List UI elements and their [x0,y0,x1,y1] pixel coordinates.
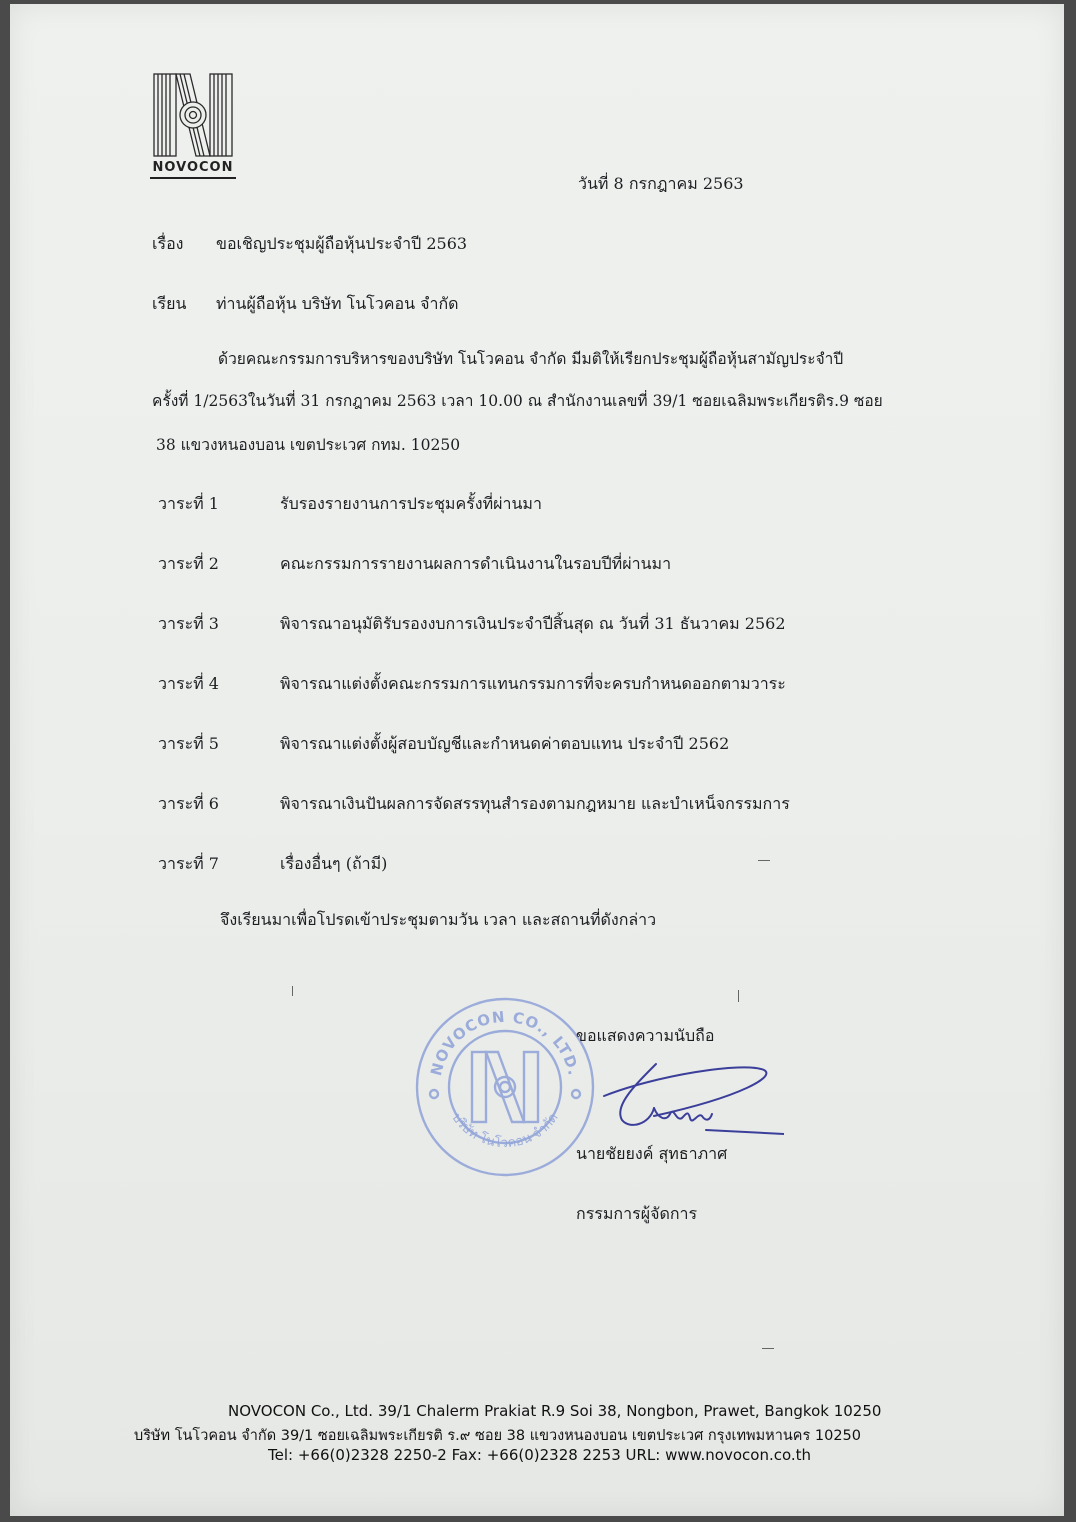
signatory-name: นายชัยยงค์ สุทธาภาศ [576,1144,728,1163]
agenda-number: วาระที่ 4 [158,674,219,693]
recipient-label: เรียน [152,294,187,313]
agenda-item [158,852,387,877]
letter-page [10,4,1064,1516]
novocon-logo-icon [150,72,236,158]
recipient-text: ท่านผู้ถือหุ้น บริษัท โนโวคอน จำกัด [216,294,459,313]
agenda-text: คณะกรรมการรายงานผลการดำเนินงานในรอบปีที่ผ่านมา [280,554,672,573]
paper-mark [738,990,739,1002]
agenda-number: วาระที่ 2 [158,554,219,573]
svg-text:บริษัท โนโวคอน จำกัด [448,1111,561,1151]
agenda-item [158,492,542,517]
logo-wordmark: NOVOCON [152,160,234,175]
body-line-1: ด้วยคณะกรรมการบริหารของบริษัท โนโวคอน จำกัด มีมติให้เรียกประชุมผู้ถือหุ้นสามัญประจำปี [218,350,844,368]
subject-label: เรื่อง [152,234,184,253]
agenda-item [158,792,790,817]
footer-contact: Tel: +66(0)2328 2250-2 Fax: +66(0)2328 2253 URL: www.novocon.co.th [268,1446,812,1464]
agenda-text: รับรองรายงานการประชุมครั้งที่ผ่านมา [280,494,542,513]
paper-mark [758,860,770,861]
stamp-bottom-text: บริษัท โนโวคอน จำกัด [448,1110,562,1152]
subject-text: ขอเชิญประชุมผู้ถือหุ้นประจำปี 2563 [216,234,468,253]
footer-english-address: NOVOCON Co., Ltd. 39/1 Chalerm Prakiat R.9 Soi 38, Nongbon, Prawet, Bangkok 10250 [228,1402,882,1420]
agenda-text: พิจารณาแต่งตั้งผู้สอบบัญชีและกำหนดค่าตอบแทน ประจำปี 2562 [280,734,730,753]
agenda-number: วาระที่ 3 [158,614,219,633]
company-stamp-icon [412,994,598,1180]
agenda-item [158,732,729,757]
stamp-top-text: NOVOCON CO., LTD. [426,1007,583,1078]
agenda-item [158,672,786,697]
agenda-text: พิจารณาอนุมัติรับรองงบการเงินประจำปีสิ้นสุด ณ วันที่ 31 ธันวาคม 2562 [280,614,786,633]
signatory-title: กรรมการผู้จัดการ [576,1204,698,1223]
regards-text: ขอแสดงความนับถือ [576,1026,715,1045]
logo-underline [150,177,236,179]
paper-mark [292,986,293,996]
company-logo [150,72,236,179]
agenda-text: พิจารณาเงินปันผลการจัดสรรทุนสำรองตามกฎหมาย และบำเหน็จกรรมการ [280,794,790,813]
agenda-item [158,612,786,637]
footer-thai-address: บริษัท โนโวคอน จำกัด 39/1 ซอยเฉลิมพระเกียรติ ร.๙ ซอย 38 แขวงหนองบอน เขตประเวศ กรุงเทพมหานคร 10250 [134,1428,861,1444]
agenda-text: พิจารณาแต่งตั้งคณะกรรมการแทนกรรมการที่จะครบกำหนดออกตามวาระ [280,674,786,693]
body-line-3: 38 แขวงหนองบอน เขตประเวศ กทม. 10250 [156,436,461,454]
subject-row [152,232,467,257]
closing-sentence: จึงเรียนมาเพื่อโปรดเข้าประชุมตามวัน เวลา และสถานที่ดังกล่าว [220,910,657,929]
agenda-number: วาระที่ 5 [158,734,219,753]
agenda-number: วาระที่ 7 [158,854,219,873]
agenda-text: เรื่องอื่นๆ (ถ้ามี) [280,854,388,873]
handwritten-signature [594,1056,784,1146]
agenda-item [158,552,671,577]
recipient-row [152,292,459,317]
agenda-number: วาระที่ 1 [158,494,219,513]
agenda-number: วาระที่ 6 [158,794,219,813]
paper-mark [762,1348,774,1349]
letter-date: วันที่ 8 กรกฎาคม 2563 [578,174,744,193]
body-line-2: ครั้งที่ 1/2563ในวันที่ 31 กรกฎาคม 2563 เวลา 10.00 ณ สำนักงานเลขที่ 39/1 ซอยเฉลิมพระเกียรติร.9 ซอย [152,392,883,410]
